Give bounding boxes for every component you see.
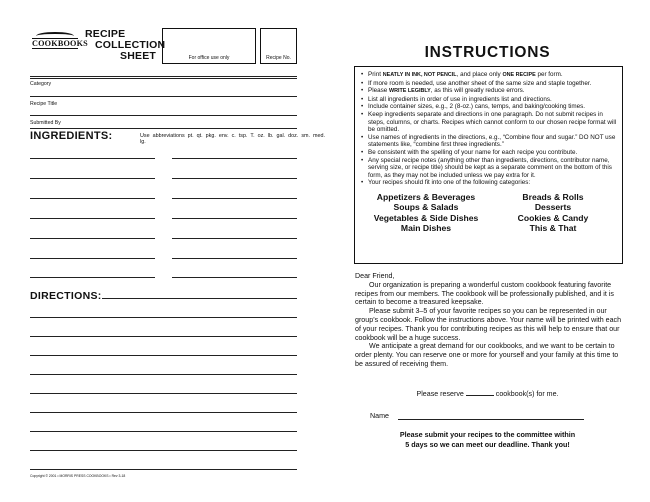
ingredient-line[interactable] bbox=[172, 218, 297, 219]
closing-line-2: 5 days so we can meet our deadline. Thank you! bbox=[405, 439, 570, 449]
category-field[interactable] bbox=[30, 96, 297, 97]
recipe-number-label: Recipe No. bbox=[266, 55, 291, 61]
instructions-page bbox=[325, 0, 650, 502]
category-item: Desserts bbox=[534, 202, 572, 213]
ingredients-abbreviations: Use abbreviations pt. qt. pkg. env. c. tsp. T. oz. lb. gal. doz. sm. med. lg. bbox=[140, 133, 325, 145]
form-title bbox=[85, 29, 165, 62]
ingredient-line[interactable] bbox=[30, 198, 155, 199]
ingredient-line[interactable] bbox=[30, 178, 155, 179]
morris-cookbooks-logo bbox=[32, 32, 88, 52]
category-item: This & That bbox=[529, 223, 577, 234]
category-label: Category bbox=[30, 81, 52, 87]
letter-greeting: Dear Friend, bbox=[355, 272, 395, 280]
category-list bbox=[361, 192, 617, 234]
logo-text: COOKBOOKS bbox=[32, 39, 88, 48]
ingredient-line[interactable] bbox=[172, 198, 297, 199]
instruction-item: • Print NEATLY IN INK, NOT PENCIL, and place only ONE RECIPE per form. bbox=[361, 71, 617, 80]
direction-line[interactable] bbox=[30, 450, 297, 451]
ingredient-line[interactable] bbox=[172, 158, 297, 159]
cover-letter bbox=[355, 272, 625, 369]
ingredient-line[interactable] bbox=[172, 258, 297, 259]
instructions-title: INSTRUCTIONS bbox=[424, 44, 551, 61]
direction-line[interactable] bbox=[30, 317, 297, 318]
title-line-3: SHEET bbox=[120, 50, 157, 62]
category-item: Vegetables & Side Dishes bbox=[373, 212, 479, 223]
submitted-by-label: Submitted By bbox=[30, 120, 61, 126]
instruction-item: • Your recipes should fit into one of the following categories: bbox=[361, 179, 617, 187]
instruction-item: • List all ingredients in order of use in ingredients list and directions. bbox=[361, 96, 617, 104]
instructions-list bbox=[361, 71, 617, 187]
directions-heading: DIRECTIONS: bbox=[30, 290, 102, 302]
ingredient-line[interactable] bbox=[30, 258, 155, 259]
instruction-item: • Include container sizes, e.g., 2 (8-oz.) cans, temps, and baking/cooking times. bbox=[361, 103, 617, 111]
letter-paragraph: Our organization is preparing a wonderful custom cookbook featuring favorite recipes from our members. The cookbook will be professionally published, and it is certain to become a treasured keepsake. bbox=[355, 280, 614, 307]
instruction-item: • Please WRITE LEGIBLY, as this will greatly reduce errors. bbox=[361, 87, 617, 96]
direction-line[interactable] bbox=[30, 355, 297, 356]
ingredient-line[interactable] bbox=[30, 277, 155, 278]
reserve-text-pre: Please reserve bbox=[416, 390, 464, 398]
ingredient-line[interactable] bbox=[172, 238, 297, 239]
instruction-item: • Any special recipe notes (anything other than ingredients, directions, contributor name, serving size, or recipe title) should be kept as a separate comment on the bottom of this form, as they may not be included unless we pay extra for it. bbox=[361, 157, 617, 180]
direction-line[interactable] bbox=[30, 336, 297, 337]
recipe-title-label: Recipe Title bbox=[30, 101, 58, 107]
title-line-1: RECIPE bbox=[85, 28, 126, 40]
copyright-notice: Copyright © 2001 • MORRIS PRESS COOKBOOKS • Rev 3-18 bbox=[30, 474, 126, 478]
header-rule bbox=[30, 76, 297, 77]
ingredient-line[interactable] bbox=[30, 218, 155, 219]
reserve-line bbox=[325, 390, 650, 398]
direction-line[interactable] bbox=[30, 393, 297, 394]
direction-line[interactable] bbox=[30, 374, 297, 375]
direction-line[interactable] bbox=[30, 431, 297, 432]
instruction-item: • Use names of ingredients in the directions, e.g., “Combine flour and sugar.” DO NOT use statements like, “combine first three ingredients.” bbox=[361, 134, 617, 149]
closing-line-1: Please submit your recipes to the committee within bbox=[399, 430, 576, 439]
ingredient-line[interactable] bbox=[172, 277, 297, 278]
instruction-item: • If more room is needed, use another sheet of the same size and staple together. bbox=[361, 80, 617, 88]
header-rule-double bbox=[30, 78, 297, 79]
category-item: Soups & Salads bbox=[393, 202, 459, 213]
recipe-number-box[interactable] bbox=[260, 28, 297, 64]
instructions-box bbox=[354, 66, 623, 264]
direction-line[interactable] bbox=[102, 298, 297, 299]
ingredient-line[interactable] bbox=[30, 238, 155, 239]
ingredient-line[interactable] bbox=[30, 158, 155, 159]
name-field[interactable] bbox=[398, 419, 584, 420]
category-item: Main Dishes bbox=[400, 223, 452, 234]
direction-line[interactable] bbox=[30, 412, 297, 413]
direction-line[interactable] bbox=[30, 469, 297, 470]
submitted-by-field[interactable] bbox=[30, 128, 297, 129]
closing-note bbox=[325, 430, 650, 449]
office-use-label: For office use only bbox=[188, 55, 230, 61]
letter-paragraph: Please submit 3–5 of your favorite recipes so you can be represented in our group’s cookbook. Follow the instructions above. Your name will be printed with each of your recipes. Thank you for contributing recipes as this will help to ensure that our cookbook will be a huge success. bbox=[355, 307, 622, 342]
office-use-box[interactable] bbox=[162, 28, 256, 64]
category-item: Cookies & Candy bbox=[517, 212, 589, 223]
instruction-item: • Be consistent with the spelling of your name for each recipe you contribute. bbox=[361, 149, 617, 157]
ingredients-heading: INGREDIENTS: bbox=[30, 130, 113, 142]
reserve-quantity-field[interactable] bbox=[466, 390, 494, 396]
recipe-title-field[interactable] bbox=[30, 115, 297, 116]
letter-paragraph: We anticipate a great demand for our cookbooks, and we want to be certain to order plenty. You can reserve one or more for yourself and your family at this time to be assured of receiving them. bbox=[355, 342, 619, 368]
title-line-2: COLLECTION bbox=[95, 39, 166, 51]
category-item: Breads & Rolls bbox=[522, 191, 584, 202]
reserve-text-post: cookbook(s) for me. bbox=[495, 390, 559, 398]
category-item: Appetizers & Beverages bbox=[376, 191, 476, 202]
ingredient-line[interactable] bbox=[172, 178, 297, 179]
name-label: Name bbox=[370, 412, 389, 420]
instruction-item: • Keep ingredients separate and directions in one paragraph. Do not submit recipes in steps, columns, or charts. Recipes which cannot conform to our chosen recipe format will be omitted. bbox=[361, 111, 617, 134]
